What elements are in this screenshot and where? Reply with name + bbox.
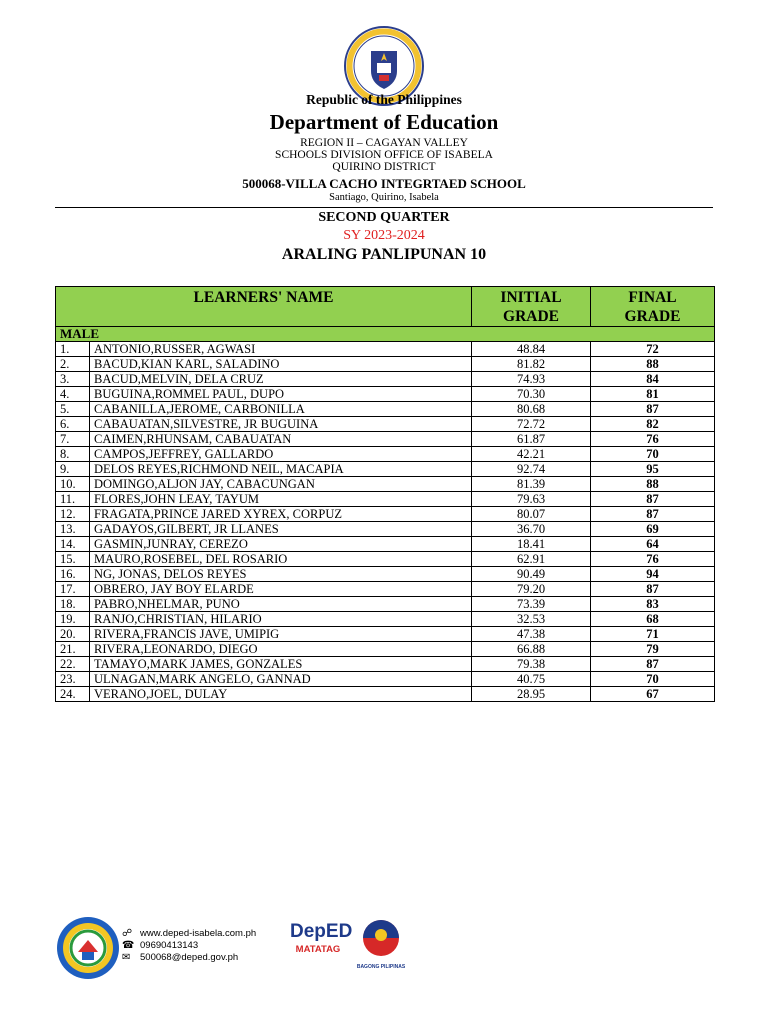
row-number: 19. <box>56 612 90 627</box>
table-row <box>56 612 715 627</box>
district-label: QUIRINO DISTRICT <box>332 161 436 173</box>
final-grade: 94 <box>591 567 715 582</box>
table-row <box>56 627 715 642</box>
school-year-label: SY 2023-2024 <box>343 228 425 243</box>
learners-name-header: LEARNERS' NAME <box>56 287 472 327</box>
row-number: 18. <box>56 597 90 612</box>
table-row <box>56 402 715 417</box>
initial-grade: 47.38 <box>472 627 591 642</box>
table-row <box>56 657 715 672</box>
final-grade: 95 <box>591 462 715 477</box>
learner-name: BACUD,MELVIN, DELA CRUZ <box>90 372 472 387</box>
final-grade: 70 <box>591 447 715 462</box>
table-row <box>56 672 715 687</box>
row-number: 22. <box>56 657 90 672</box>
initial-grade: 92.74 <box>472 462 591 477</box>
learner-name: TAMAYO,MARK JAMES, GONZALES <box>90 657 472 672</box>
mail-icon: ✉ <box>122 952 131 963</box>
final-grade: 76 <box>591 552 715 567</box>
row-number: 5. <box>56 402 90 417</box>
row-number: 12. <box>56 507 90 522</box>
row-number: 9. <box>56 462 90 477</box>
subject-title: ARALING PANLIPUNAN 10 <box>281 246 487 263</box>
initial-grade: 32.53 <box>472 612 591 627</box>
row-number: 6. <box>56 417 90 432</box>
grades-table <box>55 286 715 702</box>
table-header-row <box>56 287 715 327</box>
initial-grade: 66.88 <box>472 642 591 657</box>
learner-name: DOMINGO,ALJON JAY, CABACUNGAN <box>90 477 472 492</box>
final-grade: 82 <box>591 417 715 432</box>
row-number: 4. <box>56 387 90 402</box>
initial-grade-header: INITIAL GRADE <box>472 287 591 327</box>
initial-grade: 40.75 <box>472 672 591 687</box>
final-grade: 84 <box>591 372 715 387</box>
final-grade: 69 <box>591 522 715 537</box>
republic-label: Republic of the Philippines <box>306 92 462 107</box>
learner-name: ULNAGAN,MARK ANGELO, GANNAD <box>90 672 472 687</box>
row-number: 11. <box>56 492 90 507</box>
learner-name: BUGUINA,ROMMEL PAUL, DUPO <box>90 387 472 402</box>
row-number: 1. <box>56 342 90 357</box>
division-label: SCHOOLS DIVISION OFFICE OF ISABELA <box>275 149 493 161</box>
row-number: 14. <box>56 537 90 552</box>
learner-name: NG, JONAS, DELOS REYES <box>90 567 472 582</box>
initial-grade: 79.20 <box>472 582 591 597</box>
initial-grade: 74.93 <box>472 372 591 387</box>
final-grade: 87 <box>591 402 715 417</box>
learner-name: RIVERA,FRANCIS JAVE, UMIPIG <box>90 627 472 642</box>
final-grade: 88 <box>591 477 715 492</box>
row-number: 17. <box>56 582 90 597</box>
deped-matatag-logo <box>290 920 353 970</box>
matatag-text: MATATAG <box>295 944 341 955</box>
contact-info <box>122 928 256 964</box>
final-grade: 87 <box>591 582 715 597</box>
website-row <box>122 928 256 940</box>
table-row <box>56 642 715 657</box>
initial-grade: 61.87 <box>472 432 591 447</box>
final-grade: 67 <box>591 687 715 702</box>
final-grade: 87 <box>591 507 715 522</box>
table-row <box>56 477 715 492</box>
initial-grade: 80.68 <box>472 402 591 417</box>
table-row <box>56 567 715 582</box>
website-link[interactable]: www.deped-isabela.com.ph <box>140 928 257 939</box>
row-number: 3. <box>56 372 90 387</box>
row-number: 16. <box>56 567 90 582</box>
email-link[interactable]: 500068@deped.gov.ph <box>140 952 239 963</box>
learner-name: MAURO,ROSEBEL, DEL ROSARIO <box>90 552 472 567</box>
learner-name: OBRERO, JAY BOY ELARDE <box>90 582 472 597</box>
table-row <box>56 582 715 597</box>
learner-name: GADAYOS,GILBERT, JR LLANES <box>90 522 472 537</box>
initial-grade: 73.39 <box>472 597 591 612</box>
bagong-pilipinas-emblem-icon <box>356 918 406 958</box>
final-grade-header: FINAL GRADE <box>591 287 715 327</box>
table-row <box>56 597 715 612</box>
email-row <box>122 952 256 964</box>
quarter-label: SECOND QUARTER <box>318 210 450 225</box>
learner-name: CABANILLA,JEROME, CARBONILLA <box>90 402 472 417</box>
row-number: 13. <box>56 522 90 537</box>
school-address: Santiago, Quirino, Isabela <box>329 192 439 203</box>
final-grade: 70 <box>591 672 715 687</box>
initial-grade: 42.21 <box>472 447 591 462</box>
learner-name: BACUD,KIAN KARL, SALADINO <box>90 357 472 372</box>
table-row <box>56 372 715 387</box>
learner-name: VERANO,JOEL, DULAY <box>90 687 472 702</box>
row-number: 21. <box>56 642 90 657</box>
table-row <box>56 417 715 432</box>
initial-grade: 80.07 <box>472 507 591 522</box>
table-row <box>56 522 715 537</box>
section-label: MALE <box>56 327 715 342</box>
header-divider <box>55 207 713 208</box>
final-grade: 71 <box>591 627 715 642</box>
phone-row <box>122 940 256 952</box>
school-name: 500068-VILLA CACHO INTEGRTAED SCHOOL <box>242 176 526 191</box>
table-row <box>56 507 715 522</box>
learner-name: RANJO,CHRISTIAN, HILARIO <box>90 612 472 627</box>
deped-logo-text: DepED <box>290 921 353 942</box>
school-seal-icon <box>56 916 120 980</box>
row-number: 2. <box>56 357 90 372</box>
final-grade: 87 <box>591 492 715 507</box>
final-grade: 64 <box>591 537 715 552</box>
initial-grade: 70.30 <box>472 387 591 402</box>
department-title: Department of Education <box>269 110 499 134</box>
table-row <box>56 447 715 462</box>
section-row-male <box>56 327 715 342</box>
learner-name: RIVERA,LEONARDO, DIEGO <box>90 642 472 657</box>
region-label: REGION II – CAGAYAN VALLEY <box>300 137 468 149</box>
learner-name: CAIMEN,RHUNSAM, CABAUATAN <box>90 432 472 447</box>
bagong-pilipinas-logo <box>356 918 406 968</box>
final-grade: 87 <box>591 657 715 672</box>
row-number: 20. <box>56 627 90 642</box>
phone-icon: ☎ <box>122 940 135 951</box>
initial-grade: 36.70 <box>472 522 591 537</box>
phone-number: 09690413143 <box>140 940 199 951</box>
final-grade: 88 <box>591 357 715 372</box>
learner-name: CAMPOS,JEFFREY, GALLARDO <box>90 447 472 462</box>
final-grade: 81 <box>591 387 715 402</box>
initial-grade: 48.84 <box>472 342 591 357</box>
learner-name: CABAUATAN,SILVESTRE, JR BUGUINA <box>90 417 472 432</box>
table-row <box>56 387 715 402</box>
learner-name: GASMIN,JUNRAY, CEREZO <box>90 537 472 552</box>
table-row <box>56 357 715 372</box>
initial-grade: 90.49 <box>472 567 591 582</box>
table-row <box>56 342 715 357</box>
initial-grade: 18.41 <box>472 537 591 552</box>
initial-grade: 81.39 <box>472 477 591 492</box>
final-grade: 68 <box>591 612 715 627</box>
table-row <box>56 537 715 552</box>
row-number: 10. <box>56 477 90 492</box>
learner-name: FLORES,JOHN LEAY, TAYUM <box>90 492 472 507</box>
initial-grade: 79.38 <box>472 657 591 672</box>
table-row <box>56 492 715 507</box>
row-number: 7. <box>56 432 90 447</box>
table-row <box>56 432 715 447</box>
final-grade: 83 <box>591 597 715 612</box>
row-number: 24. <box>56 687 90 702</box>
learner-name: ANTONIO,RUSSER, AGWASI <box>90 342 472 357</box>
learner-name: DELOS REYES,RICHMOND NEIL, MACAPIA <box>90 462 472 477</box>
learner-name: PABRO,NHELMAR, PUNO <box>90 597 472 612</box>
final-grade: 76 <box>591 432 715 447</box>
globe-icon: ☍ <box>122 928 133 939</box>
initial-grade: 62.91 <box>472 552 591 567</box>
initial-grade: 72.72 <box>472 417 591 432</box>
table-row <box>56 462 715 477</box>
table-row <box>56 552 715 567</box>
initial-grade: 81.82 <box>472 357 591 372</box>
row-number: 23. <box>56 672 90 687</box>
row-number: 15. <box>56 552 90 567</box>
bagong-pilipinas-text: BAGONG PILIPINAS <box>356 964 406 970</box>
final-grade: 79 <box>591 642 715 657</box>
initial-grade: 79.63 <box>472 492 591 507</box>
table-row <box>56 687 715 702</box>
final-grade: 72 <box>591 342 715 357</box>
learner-name: FRAGATA,PRINCE JARED XYREX, CORPUZ <box>90 507 472 522</box>
row-number: 8. <box>56 447 90 462</box>
initial-grade: 28.95 <box>472 687 591 702</box>
